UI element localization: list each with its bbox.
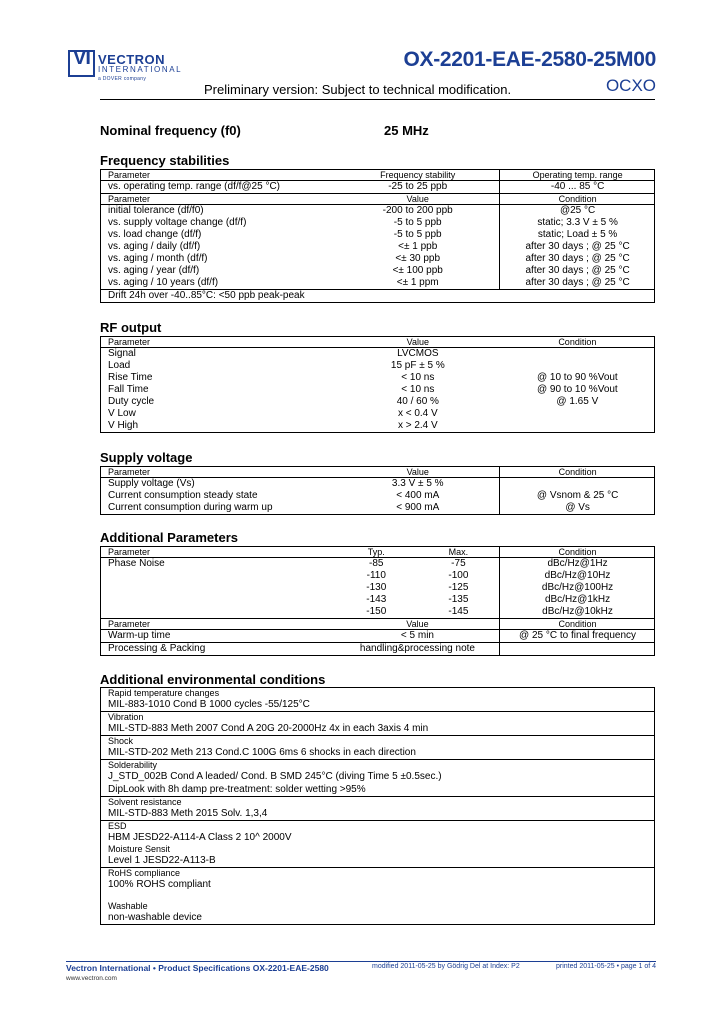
- cell: V High: [108, 420, 139, 431]
- cell: -145: [448, 606, 469, 617]
- header-divider: [100, 99, 655, 100]
- cell: @ 25 °C to final frequency: [500, 630, 655, 643]
- table-row: [101, 265, 655, 277]
- cell: [500, 643, 655, 656]
- rf-output-table: [100, 336, 655, 433]
- table-row: [101, 290, 655, 303]
- cell: -110: [366, 570, 386, 581]
- cell: Load: [108, 360, 131, 371]
- cell: < 10 ns: [401, 384, 435, 395]
- cell: -125: [448, 582, 469, 593]
- table-row: [101, 396, 655, 408]
- cell: [101, 582, 335, 594]
- column-header: Condition: [500, 547, 655, 558]
- nominal-frequency-label: Nominal frequency (f0): [100, 123, 241, 138]
- footer-company: Vectron International • Product Specifications OX-2201-EAE-2580: [66, 963, 329, 973]
- cell: Duty cycle: [108, 396, 155, 407]
- cell: @ Vsnom & 25 °C: [500, 490, 655, 502]
- cell: Fall Time: [108, 384, 149, 395]
- table-row: [101, 253, 655, 265]
- cell: -5 to 5 ppb: [393, 229, 442, 240]
- cell: -200 to 200 ppb: [382, 205, 453, 216]
- nominal-frequency-value: 25 MHz: [384, 123, 429, 138]
- table-row: [101, 372, 655, 384]
- cell: @ 1.65 V: [556, 396, 599, 407]
- table-header-row: [101, 619, 655, 630]
- table-header-row: [101, 547, 655, 558]
- env-category: RoHS compliance: [101, 867, 654, 878]
- preliminary-note: Preliminary version: Subject to technical modification.: [204, 82, 512, 97]
- cell: vs. aging / daily (df/f): [108, 241, 201, 252]
- section-heading-rf-output: RF output: [100, 320, 162, 335]
- cell: < 400 mA: [396, 490, 440, 501]
- env-value: J_STD_002B Cond A leaded/ Cond. B SMD 245°C (diving Time 5 ±0.5sec.): [108, 771, 442, 782]
- table-row: [101, 490, 655, 502]
- product-type: OCXO: [605, 76, 656, 95]
- column-header: Parameter: [101, 467, 336, 478]
- cell: [101, 606, 335, 619]
- table-row: [101, 277, 655, 290]
- table-row: [101, 570, 655, 582]
- cell: vs. operating temp. range (df/f@25 °C): [108, 181, 281, 192]
- cell: static; 3.3 V ± 5 %: [500, 217, 655, 229]
- cell: handling&processing note: [335, 643, 500, 656]
- table-row: [101, 502, 655, 515]
- cell: dBc/Hz@10Hz: [500, 570, 655, 582]
- logo-vi: VI: [73, 47, 90, 69]
- cell: -130: [366, 582, 387, 593]
- footer-page: printed 2011-05-25 • page 1 of 4: [555, 963, 656, 970]
- cell: <± 30 ppb: [395, 253, 441, 264]
- table-header-row: [101, 337, 655, 348]
- logo-tagline: a DOVER company: [98, 76, 147, 82]
- table-header-row: [101, 467, 655, 478]
- section-heading-environmental: Additional environmental conditions: [100, 672, 326, 687]
- stabilities-table: [100, 169, 655, 303]
- cell: [500, 408, 655, 420]
- cell: 3.3 V ± 5 %: [391, 478, 444, 489]
- cell: [101, 570, 335, 582]
- cell: static; Load ± 5 %: [500, 229, 655, 241]
- env-category: Washable: [108, 901, 148, 911]
- table-header-row: [101, 170, 655, 181]
- cell: -25 to 25 ppb: [388, 181, 448, 192]
- table-row: [101, 558, 655, 571]
- cell: <± 1 ppm: [396, 277, 439, 288]
- cell: after 30 days ; @ 25 °C: [500, 265, 655, 277]
- cell: dBc/Hz@1Hz: [500, 558, 655, 571]
- cell: < 10 ns: [401, 372, 435, 383]
- env-category: Shock: [101, 735, 654, 746]
- table-header-row: [101, 194, 655, 205]
- table-row: [101, 478, 655, 491]
- cell: vs. load change (df/f): [108, 229, 202, 240]
- table-row: [101, 630, 655, 643]
- cell: <± 100 ppb: [392, 265, 443, 276]
- cell: Phase Noise: [108, 558, 165, 569]
- cell: after 30 days ; @ 25 °C: [500, 241, 655, 253]
- table-row: [101, 229, 655, 241]
- cell: -150: [366, 606, 387, 617]
- cell: 40 / 60 %: [396, 396, 439, 407]
- table-row: [101, 181, 655, 194]
- logo-international: INTERNATIONAL: [98, 65, 183, 74]
- cell: -5 to 5 ppb: [393, 217, 442, 228]
- section-heading-supply-voltage: Supply voltage: [100, 450, 193, 465]
- column-header: Frequency stability: [335, 170, 500, 181]
- cell: [500, 348, 655, 361]
- env-value: HBM JESD22-A114-A Class 2 10^ 2000V: [108, 832, 292, 843]
- cell: vs. supply voltage change (df/f): [108, 217, 247, 228]
- column-header: Parameter: [101, 170, 336, 181]
- section-heading-stabilities: Frequency stabilities: [100, 153, 230, 168]
- cell: < 900 mA: [396, 502, 440, 513]
- cell: [500, 420, 655, 433]
- document-title: OX-2201-EAE-2580-25M00: [403, 48, 656, 71]
- column-header: Max.: [417, 547, 500, 558]
- column-header: Parameter: [101, 547, 335, 558]
- cell: [500, 360, 655, 372]
- logo-name: VECTRON: [98, 52, 166, 67]
- cell: Supply voltage (Vs): [108, 478, 195, 489]
- table-row: [101, 420, 655, 433]
- cell: -85: [369, 558, 384, 569]
- table-row: [101, 217, 655, 229]
- cell: after 30 days ; @ 25 °C: [500, 277, 655, 290]
- cell: -100: [448, 570, 469, 581]
- cell: Current consumption during warm up: [108, 502, 273, 513]
- env-value: 100% ROHS compliant: [108, 879, 211, 890]
- table-row: [101, 241, 655, 253]
- cell: dBc/Hz@100Hz: [500, 582, 655, 594]
- table-row: [101, 606, 655, 619]
- column-header: Parameter: [101, 619, 335, 630]
- footer-modified: modified 2011-05-25 by Gödrig Del at Index: P2: [372, 963, 520, 970]
- cell: x < 0.4 V: [397, 408, 438, 419]
- cell: x > 2.4 V: [397, 420, 438, 431]
- env-value: MIL-STD-883 Meth 2015 Solv. 1,3,4: [108, 808, 268, 819]
- cell: -135: [448, 594, 469, 605]
- column-header: Condition: [500, 619, 655, 630]
- cell: @ 90 to 10 %Vout: [536, 384, 618, 395]
- cell: Current consumption steady state: [108, 490, 258, 501]
- column-header: Condition: [500, 194, 655, 205]
- column-header: Value: [335, 194, 500, 205]
- env-value: MIL-STD-883 Meth 2007 Cond A 20G 20-2000Hz 4x in each 3axis 4 min: [108, 723, 429, 734]
- column-header: Condition: [500, 337, 655, 348]
- column-header: Value: [335, 337, 500, 348]
- column-header: Parameter: [101, 337, 335, 348]
- cell: dBc/Hz@10kHz: [500, 606, 655, 619]
- env-value: MIL-STD-202 Meth 213 Cond.C 100G 6ms 6 shocks in each direction: [108, 747, 416, 758]
- env-category: Vibration: [101, 711, 654, 722]
- table-row: [101, 360, 655, 372]
- column-header: Operating temp. range: [500, 170, 655, 181]
- cell: [101, 594, 335, 606]
- table-row: [101, 408, 655, 420]
- cell: < 5 min: [400, 630, 434, 641]
- cell: vs. aging / year (df/f): [108, 265, 200, 276]
- env-category: ESD: [101, 820, 654, 831]
- cell: initial tolerance (df/f0): [108, 205, 204, 216]
- cell: dBc/Hz@1kHz: [500, 594, 655, 606]
- cell: LVCMOS: [397, 348, 439, 359]
- section-heading-additional-parameters: Additional Parameters: [100, 530, 238, 545]
- column-header: Value: [335, 619, 500, 630]
- cell: @25 °C: [500, 205, 655, 218]
- cell: after 30 days ; @ 25 °C: [500, 253, 655, 265]
- supply-voltage-table: [100, 466, 655, 515]
- column-header: Typ.: [335, 547, 417, 558]
- cell: vs. aging / month (df/f): [108, 253, 208, 264]
- env-value: MIL-883-1010 Cond B 1000 cycles -55/125°C: [108, 699, 310, 710]
- env-value: DipLook with 8h damp pre-treatment: solder wetting >95%: [108, 784, 366, 795]
- spacer: [101, 891, 654, 901]
- environmental-table: [100, 687, 655, 925]
- table-row: [101, 348, 655, 361]
- table-row: [101, 205, 655, 218]
- drift-note: Drift 24h over -40..85°C: <50 ppb peak-peak: [101, 290, 655, 303]
- table-row: [101, 643, 655, 656]
- env-category: Rapid temperature changes: [108, 688, 220, 698]
- table-row: [101, 582, 655, 594]
- footer-url: www.vectron.com: [66, 975, 117, 982]
- cell: -143: [366, 594, 387, 605]
- cell: Warm-up time: [108, 630, 171, 641]
- footer-divider: [66, 961, 656, 962]
- table-row: [101, 384, 655, 396]
- env-value: non-washable device: [108, 912, 202, 923]
- table-row: [101, 594, 655, 606]
- column-header: Parameter: [101, 194, 336, 205]
- env-value: Level 1 JESD22-A113-B: [108, 855, 216, 866]
- env-category: Moisture Sensit: [108, 844, 171, 854]
- column-header: Condition: [500, 467, 655, 478]
- cell: V Low: [108, 408, 136, 419]
- env-category: Solvent resistance: [101, 796, 654, 807]
- cell: @ Vs: [500, 502, 655, 515]
- cell: Rise Time: [108, 372, 153, 383]
- cell: -75: [451, 558, 466, 569]
- cell: <± 1 ppb: [398, 241, 438, 252]
- cell: Signal: [108, 348, 136, 359]
- cell: -40 ... 85 °C: [500, 181, 655, 194]
- cell: @ 10 to 90 %Vout: [536, 372, 618, 383]
- cell: [500, 478, 655, 491]
- cell: 15 pF ± 5 %: [390, 360, 445, 371]
- column-header: Value: [335, 467, 500, 478]
- additional-parameters-table: [100, 546, 655, 656]
- cell: Processing & Packing: [101, 643, 335, 656]
- cell: vs. aging / 10 years (df/f): [108, 277, 219, 288]
- env-category: Solderability: [101, 759, 654, 770]
